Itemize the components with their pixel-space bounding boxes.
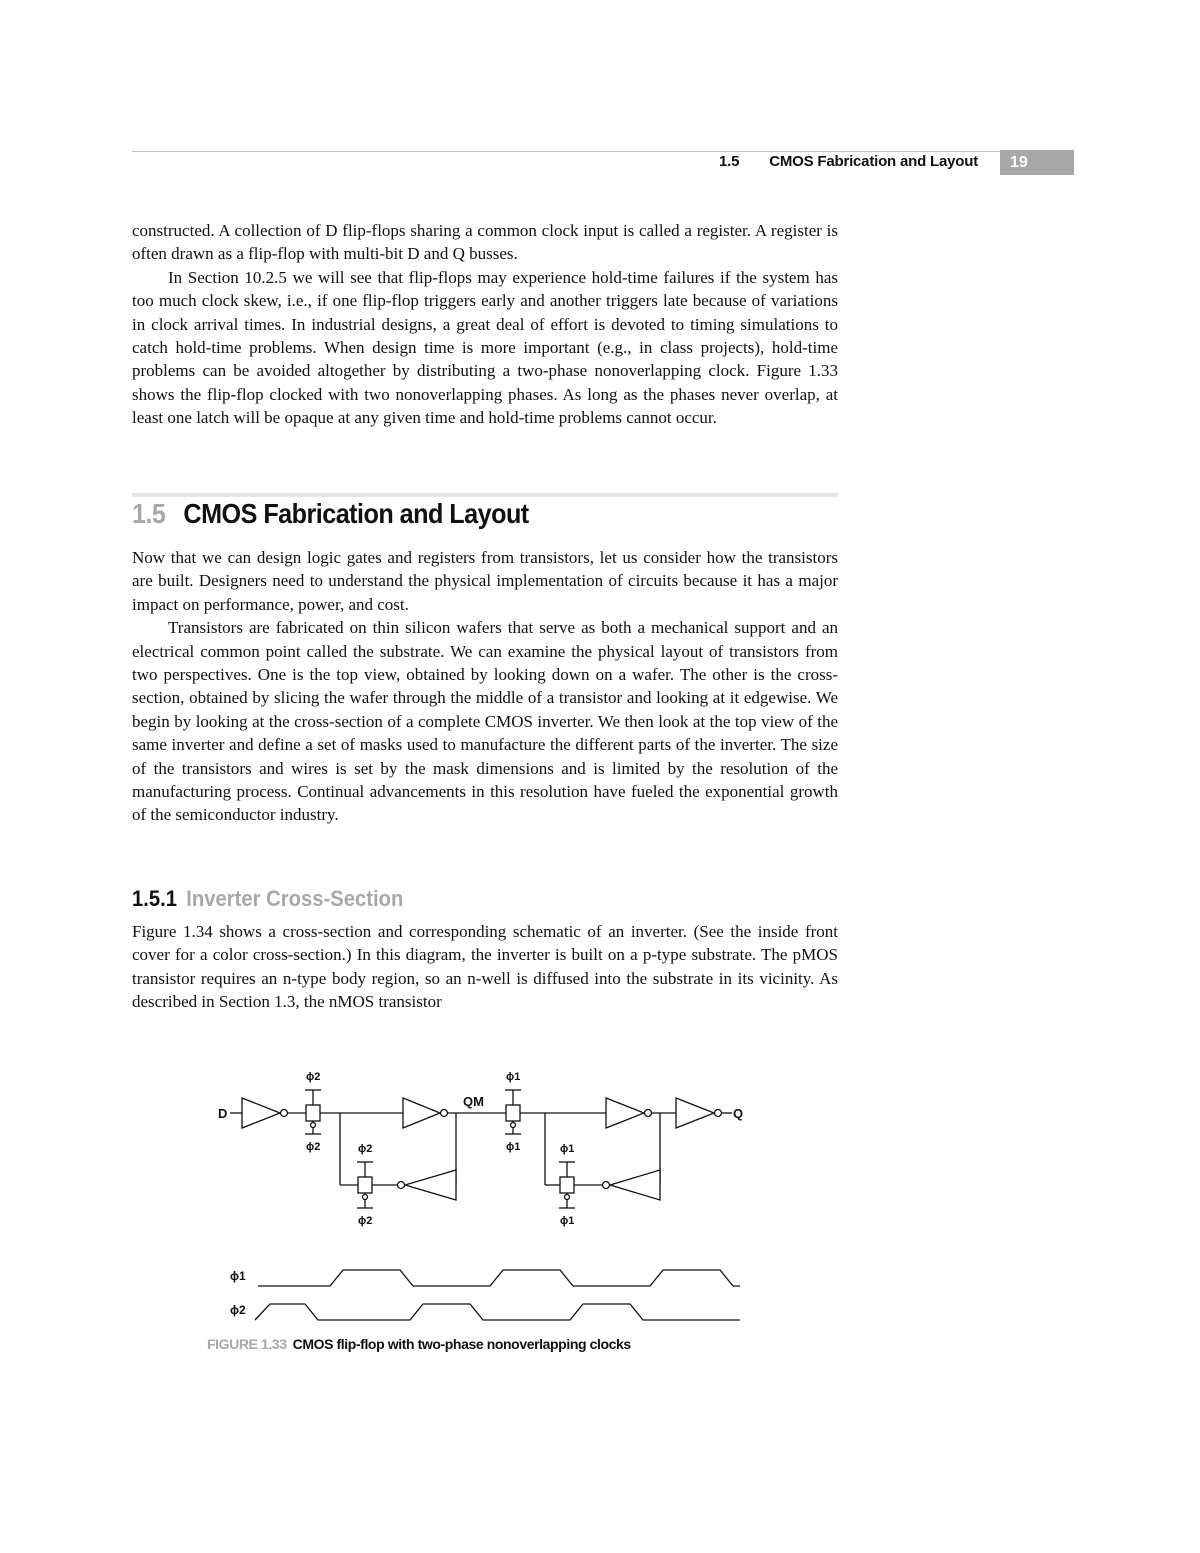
- clock-label-bottom-3: ϕ1: [506, 1141, 521, 1153]
- flip-flop-figure: [200, 1058, 760, 1330]
- clock-label-bottom-4: ϕ1: [560, 1215, 575, 1227]
- subsection-text: [132, 920, 838, 1014]
- running-head-title: CMOS Fabrication and Layout: [769, 153, 978, 170]
- input-label-d: D: [218, 1106, 228, 1121]
- subsection-number: 1.5.1: [132, 886, 178, 911]
- phi2-waveform: [255, 1304, 740, 1320]
- clock-label-bottom-2: ϕ2: [358, 1215, 373, 1227]
- intro-text: [132, 219, 838, 430]
- qm-label: QM: [463, 1094, 484, 1109]
- inverter-bubble: [281, 1110, 288, 1117]
- clock-label-top-1: ϕ2: [306, 1071, 321, 1083]
- feedback-inverter-2: [610, 1170, 660, 1200]
- intro-paragraph-2: In Section 10.2.5 we will see that flip-flops may experience hold-time failures if the system has too much clock skew, i.e., if one flip-flop triggers early and another triggers late because of variations in clock arrival times. In industrial designs, a great deal of effort is devoted to timing simulations to catch hold-time problems. When design time is more important (e.g., in class projects), hold-time problems can be avoided altogether by distributing a two-phase nonoverlapping clock. Figure 1.33 shows the flip-flop clocked with two nonoverlapping phases. As long as the phases never overlap, at least one latch will be opaque at any given time and hold-time problems cannot occur.: [132, 267, 838, 428]
- feedback-gate-2: [560, 1177, 574, 1193]
- inverter-2: [403, 1098, 440, 1128]
- clock-label-bottom-1: ϕ2: [306, 1141, 321, 1153]
- subsection-paragraph-1: Figure 1.34 shows a cross-section and corresponding schematic of an inverter. (See the inside front cover for a color cross-section.) In this diagram, the inverter is built on a p-type substrate. The pMOS transistor requires an n-type body region, so an n-well is diffused into the substrate in its vicinity. As described in Section 1.3, the nMOS transistor: [132, 922, 838, 1012]
- section-paragraph-2: Transistors are fabricated on thin silicon wafers that serve as both a mechanical support and an electrical common point called the substrate. We can examine the physical layout of transistors from two perspectives. One is the top view, obtained by looking down on a wafer. The other is the cross-section, obtained by slicing the wafer through the middle of a transistor and looking at it edgewise. We begin by looking at the cross-section of a complete CMOS inverter. We then look at the top view of the same inverter and define a set of masks used to manufacture the different parts of the inverter. The size of the transistors and wires is set by the mask dimensions and is limited by the resolution of the manufacturing process. Continual advancements in this resolution have fueled the exponential growth of the semiconductor industry.: [132, 618, 838, 825]
- transmission-gate-2: [506, 1105, 520, 1121]
- subsection-heading: [132, 886, 403, 912]
- header-rule: [132, 151, 1074, 152]
- clock-label-top-4: ϕ1: [560, 1143, 575, 1155]
- section-rule: [132, 493, 838, 497]
- input-inverter: [242, 1098, 280, 1128]
- section-title: CMOS Fabrication and Layout: [183, 498, 529, 529]
- output-label-q: Q: [733, 1106, 744, 1121]
- subsection-title: Inverter Cross-Section: [186, 886, 404, 911]
- feedback-inverter-1: [405, 1170, 456, 1200]
- output-inverter: [676, 1098, 714, 1128]
- figure-caption-text: CMOS flip-flop with two-phase nonoverlapping clocks: [292, 1336, 631, 1352]
- figure-caption: [207, 1336, 631, 1352]
- clock-label-top-2: ϕ2: [358, 1143, 373, 1155]
- page-number: 19: [1000, 150, 1074, 175]
- section-text: [132, 546, 838, 827]
- intro-paragraph-1: constructed. A collection of D flip-flops sharing a common clock input is called a register. A register is often drawn as a flip-flop with multi-bit D and Q busses.: [132, 221, 838, 264]
- phi1-waveform: [258, 1270, 740, 1286]
- running-head: [719, 153, 978, 170]
- waveform-label-phi2: ϕ2: [230, 1303, 246, 1317]
- waveform-label-phi1: ϕ1: [230, 1269, 246, 1283]
- running-head-section: 1.5: [718, 153, 740, 170]
- transmission-gate: [306, 1105, 320, 1121]
- section-paragraph-1: Now that we can design logic gates and registers from transistors, let us consider how the transistors are built. Designers need to understand the physical implementation of circuits because it has a major impact on performance, power, and cost.: [132, 548, 838, 614]
- figure-caption-label: FIGURE 1.33: [207, 1336, 287, 1352]
- inverter-3: [606, 1098, 644, 1128]
- feedback-gate-1: [358, 1177, 372, 1193]
- clock-label-top-3: ϕ1: [506, 1071, 521, 1083]
- section-number: 1.5: [132, 498, 166, 529]
- section-heading: [132, 498, 529, 530]
